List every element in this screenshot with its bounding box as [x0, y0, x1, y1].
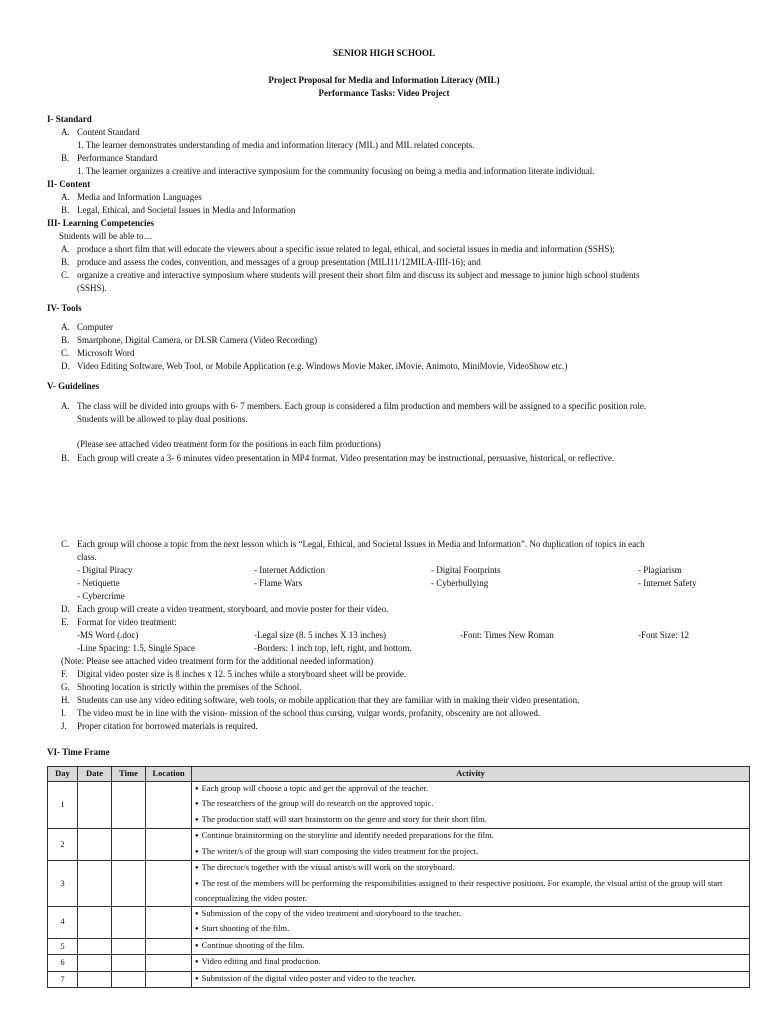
guideline-c-continuation: class. [77, 552, 97, 562]
format-item: -Borders: 1 inch top, left, right, and bottom. [254, 643, 412, 653]
time-cell [112, 861, 146, 907]
activity-item: ● The rest of the members will be performing the responsibilities assigned to their respective positions. For example, the visual artist of the group will start conceptualizing the video poster. [195, 877, 746, 906]
format-item: -Font Size: 12 [638, 630, 689, 640]
location-cell [146, 971, 192, 988]
table-header-row [48, 767, 750, 782]
date-cell [78, 906, 112, 938]
document-subtitle: Performance Tasks: Video Project [318, 88, 450, 98]
timeframe-table [47, 766, 750, 988]
section-competencies-heading: III- Learning Competencies [47, 218, 154, 228]
date-cell [78, 955, 112, 972]
activity-item: ● Each group will choose a topic and get the approval of the teacher. [195, 782, 746, 798]
location-cell [146, 829, 192, 861]
guideline-e: E. Format for video treatment: [61, 617, 177, 627]
date-cell [78, 781, 112, 829]
table-row [48, 971, 750, 988]
guideline-j: J. Proper citation for borrowed materials is required. [61, 721, 258, 731]
document-title: Project Proposal for Media and Information Literacy (MIL) [268, 75, 500, 85]
column-header-date: Date [78, 767, 112, 782]
day-cell: 2 [48, 829, 78, 861]
location-cell [146, 861, 192, 907]
activity-item: ● The director/s together with the visual artist/s will work on the storyboard. [195, 861, 746, 877]
guideline-a: A. The class will be divided into groups with 6- 7 members. Each group is considered a film production and members will be assigned to a specific position role. [61, 401, 647, 411]
day-cell: 4 [48, 906, 78, 938]
location-cell [146, 781, 192, 829]
guideline-a-continuation: Students will be allowed to play dual positions. [77, 414, 248, 424]
location-cell [146, 938, 192, 955]
activity-cell [192, 906, 750, 938]
section-standard-heading: I- Standard [47, 114, 92, 124]
activity-item: ● Submission of the copy of the video treatment and storyboard to the teacher. [195, 907, 746, 923]
day-cell: 7 [48, 971, 78, 988]
column-header-location: Location [146, 767, 192, 782]
topic-item: - Cybercrime [77, 591, 125, 601]
competency-item-continuation: (SSHS). [77, 283, 107, 293]
activity-item: ● The writer/s of the group will start composing the video treatment for the project. [195, 845, 746, 861]
activity-cell [192, 861, 750, 907]
day-cell: 3 [48, 861, 78, 907]
guideline-c: C. Each group will choose a topic from the next lesson which is “Legal, Ethical, and Societal Issues in Media and Information”. No duplication of topics in each [61, 539, 645, 549]
standard-a: A. Content Standard [61, 127, 140, 137]
school-name: SENIOR HIGH SCHOOL [332, 48, 436, 58]
time-cell [112, 955, 146, 972]
table-row [48, 906, 750, 938]
date-cell [78, 971, 112, 988]
location-cell [146, 955, 192, 972]
section-guidelines-heading: V- Guidelines [47, 381, 100, 391]
column-header-day: Day [48, 767, 78, 782]
location-cell [146, 906, 192, 938]
guideline-b: B. Each group will create a 3- 6 minutes video presentation in MP4 format. Video presentation may be instructional, persuasive, historical, or reflective. [61, 453, 615, 463]
time-cell [112, 938, 146, 955]
activity-item: ● Continue brainstorming on the storyline and identify needed preparations for the film. [195, 829, 746, 845]
guideline-g: G. Shooting location is strictly within the premises of the School. [61, 682, 302, 692]
column-header-activity: Activity [192, 767, 750, 782]
time-cell [112, 906, 146, 938]
competencies-intro: Students will be able to… [59, 231, 153, 241]
table-row [48, 861, 750, 907]
date-cell [78, 938, 112, 955]
time-cell [112, 781, 146, 829]
topic-item: - Internet Addiction [254, 565, 325, 575]
topic-item: - Internet Safety [638, 578, 697, 588]
topic-item: - Netiquette [77, 578, 120, 588]
time-cell [112, 829, 146, 861]
activity-item: ● The production staff will start brainstorm on the genre and story for their short film. [195, 813, 746, 829]
activity-item: ● Submission of the digital video poster and video to the teacher. [195, 972, 746, 988]
section-content-heading: II- Content [47, 179, 91, 189]
table-row [48, 829, 750, 861]
tool-item: B. Smartphone, Digital Camera, or DLSR Camera (Video Recording) [61, 335, 318, 345]
activity-item: ● Continue shooting of the film. [195, 939, 746, 955]
guideline-f: F. Digital video poster size is 8 inches x 12. 5 inches while a storyboard sheet will be provide. [61, 669, 407, 679]
section-tools-heading: IV- Tools [47, 303, 82, 313]
standard-a-item: 1. The learner demonstrates understanding of media and information literacy (MIL) and MIL related concepts. [77, 140, 475, 150]
day-cell: 5 [48, 938, 78, 955]
guideline-i: I. The video must be in line with the vision- mission of the school thus cursing, vulgar words, profanity, obscenity are not allowed. [61, 708, 541, 718]
guideline-d: D. Each group will create a video treatment, storyboard, and movie poster for their video. [61, 604, 389, 614]
day-cell: 1 [48, 781, 78, 829]
format-item: -Line Spacing: 1.5, Single Space [77, 643, 195, 653]
activity-item: ● Start shooting of the film. [195, 922, 746, 938]
day-cell: 6 [48, 955, 78, 972]
content-item: B. Legal, Ethical, and Societal Issues in Media and Information [61, 205, 296, 215]
guideline-h: H. Students can use any video editing software, web tools, or mobile application that they are familiar with in making their video presentation. [61, 695, 580, 705]
guideline-a-note: (Please see attached video treatment form for the positions in each film productions) [77, 439, 381, 449]
table-row [48, 955, 750, 972]
activity-cell [192, 781, 750, 829]
competency-item: C. organize a creative and interactive symposium where students will present their short film and discuss its subject and message to junior high school students [61, 270, 640, 280]
section-timeframe-heading: VI- Time Frame [47, 747, 110, 757]
activity-cell [192, 829, 750, 861]
activity-cell [192, 938, 750, 955]
standard-b: B. Performance Standard [61, 153, 158, 163]
time-cell [112, 971, 146, 988]
topic-item: - Plagiarism [638, 565, 682, 575]
date-cell [78, 829, 112, 861]
activity-item: ● Video editing and final production. [195, 955, 746, 971]
column-header-time: Time [112, 767, 146, 782]
competency-item: B. produce and assess the codes, convention, and messages of a group presentation (MILI11/12MILA-IIIf-16); and [61, 257, 481, 267]
table-row [48, 938, 750, 955]
competency-item: A. produce a short film that will educate the viewers about a specific issue related to legal, ethical, and societal issues in media and information (SSHS); [61, 244, 615, 254]
activity-item: ● The researchers of the group will do research on the approved topic. [195, 797, 746, 813]
standard-b-item: 1. The learner organizes a creative and interactive symposium for the community focusing on being a media and information literate individual. [77, 166, 595, 176]
date-cell [78, 861, 112, 907]
tool-item: D. Video Editing Software, Web Tool, or Mobile Application (e.g. Windows Movie Maker, iMovie, Animoto, MiniMovie, VideoShow etc.) [61, 361, 568, 371]
tool-item: A. Computer [61, 322, 113, 332]
format-item: -Legal size (8. 5 inches X 13 inches) [254, 630, 386, 640]
activity-cell [192, 971, 750, 988]
guideline-e-note: (Note: Please see attached video treatment form for the additional needed information) [61, 656, 374, 666]
topic-item: - Digital Piracy [77, 565, 133, 575]
tool-item: C. Microsoft Word [61, 348, 135, 358]
table-row [48, 781, 750, 829]
format-item: -MS Word (.doc) [77, 630, 139, 640]
activity-cell [192, 955, 750, 972]
topic-item: - Flame Wars [254, 578, 303, 588]
topic-item: - Digital Footprints [431, 565, 501, 575]
format-item: -Font: Times New Roman [460, 630, 554, 640]
topic-item: - Cyberbullying [431, 578, 489, 588]
content-item: A. Media and Information Languages [61, 192, 202, 202]
